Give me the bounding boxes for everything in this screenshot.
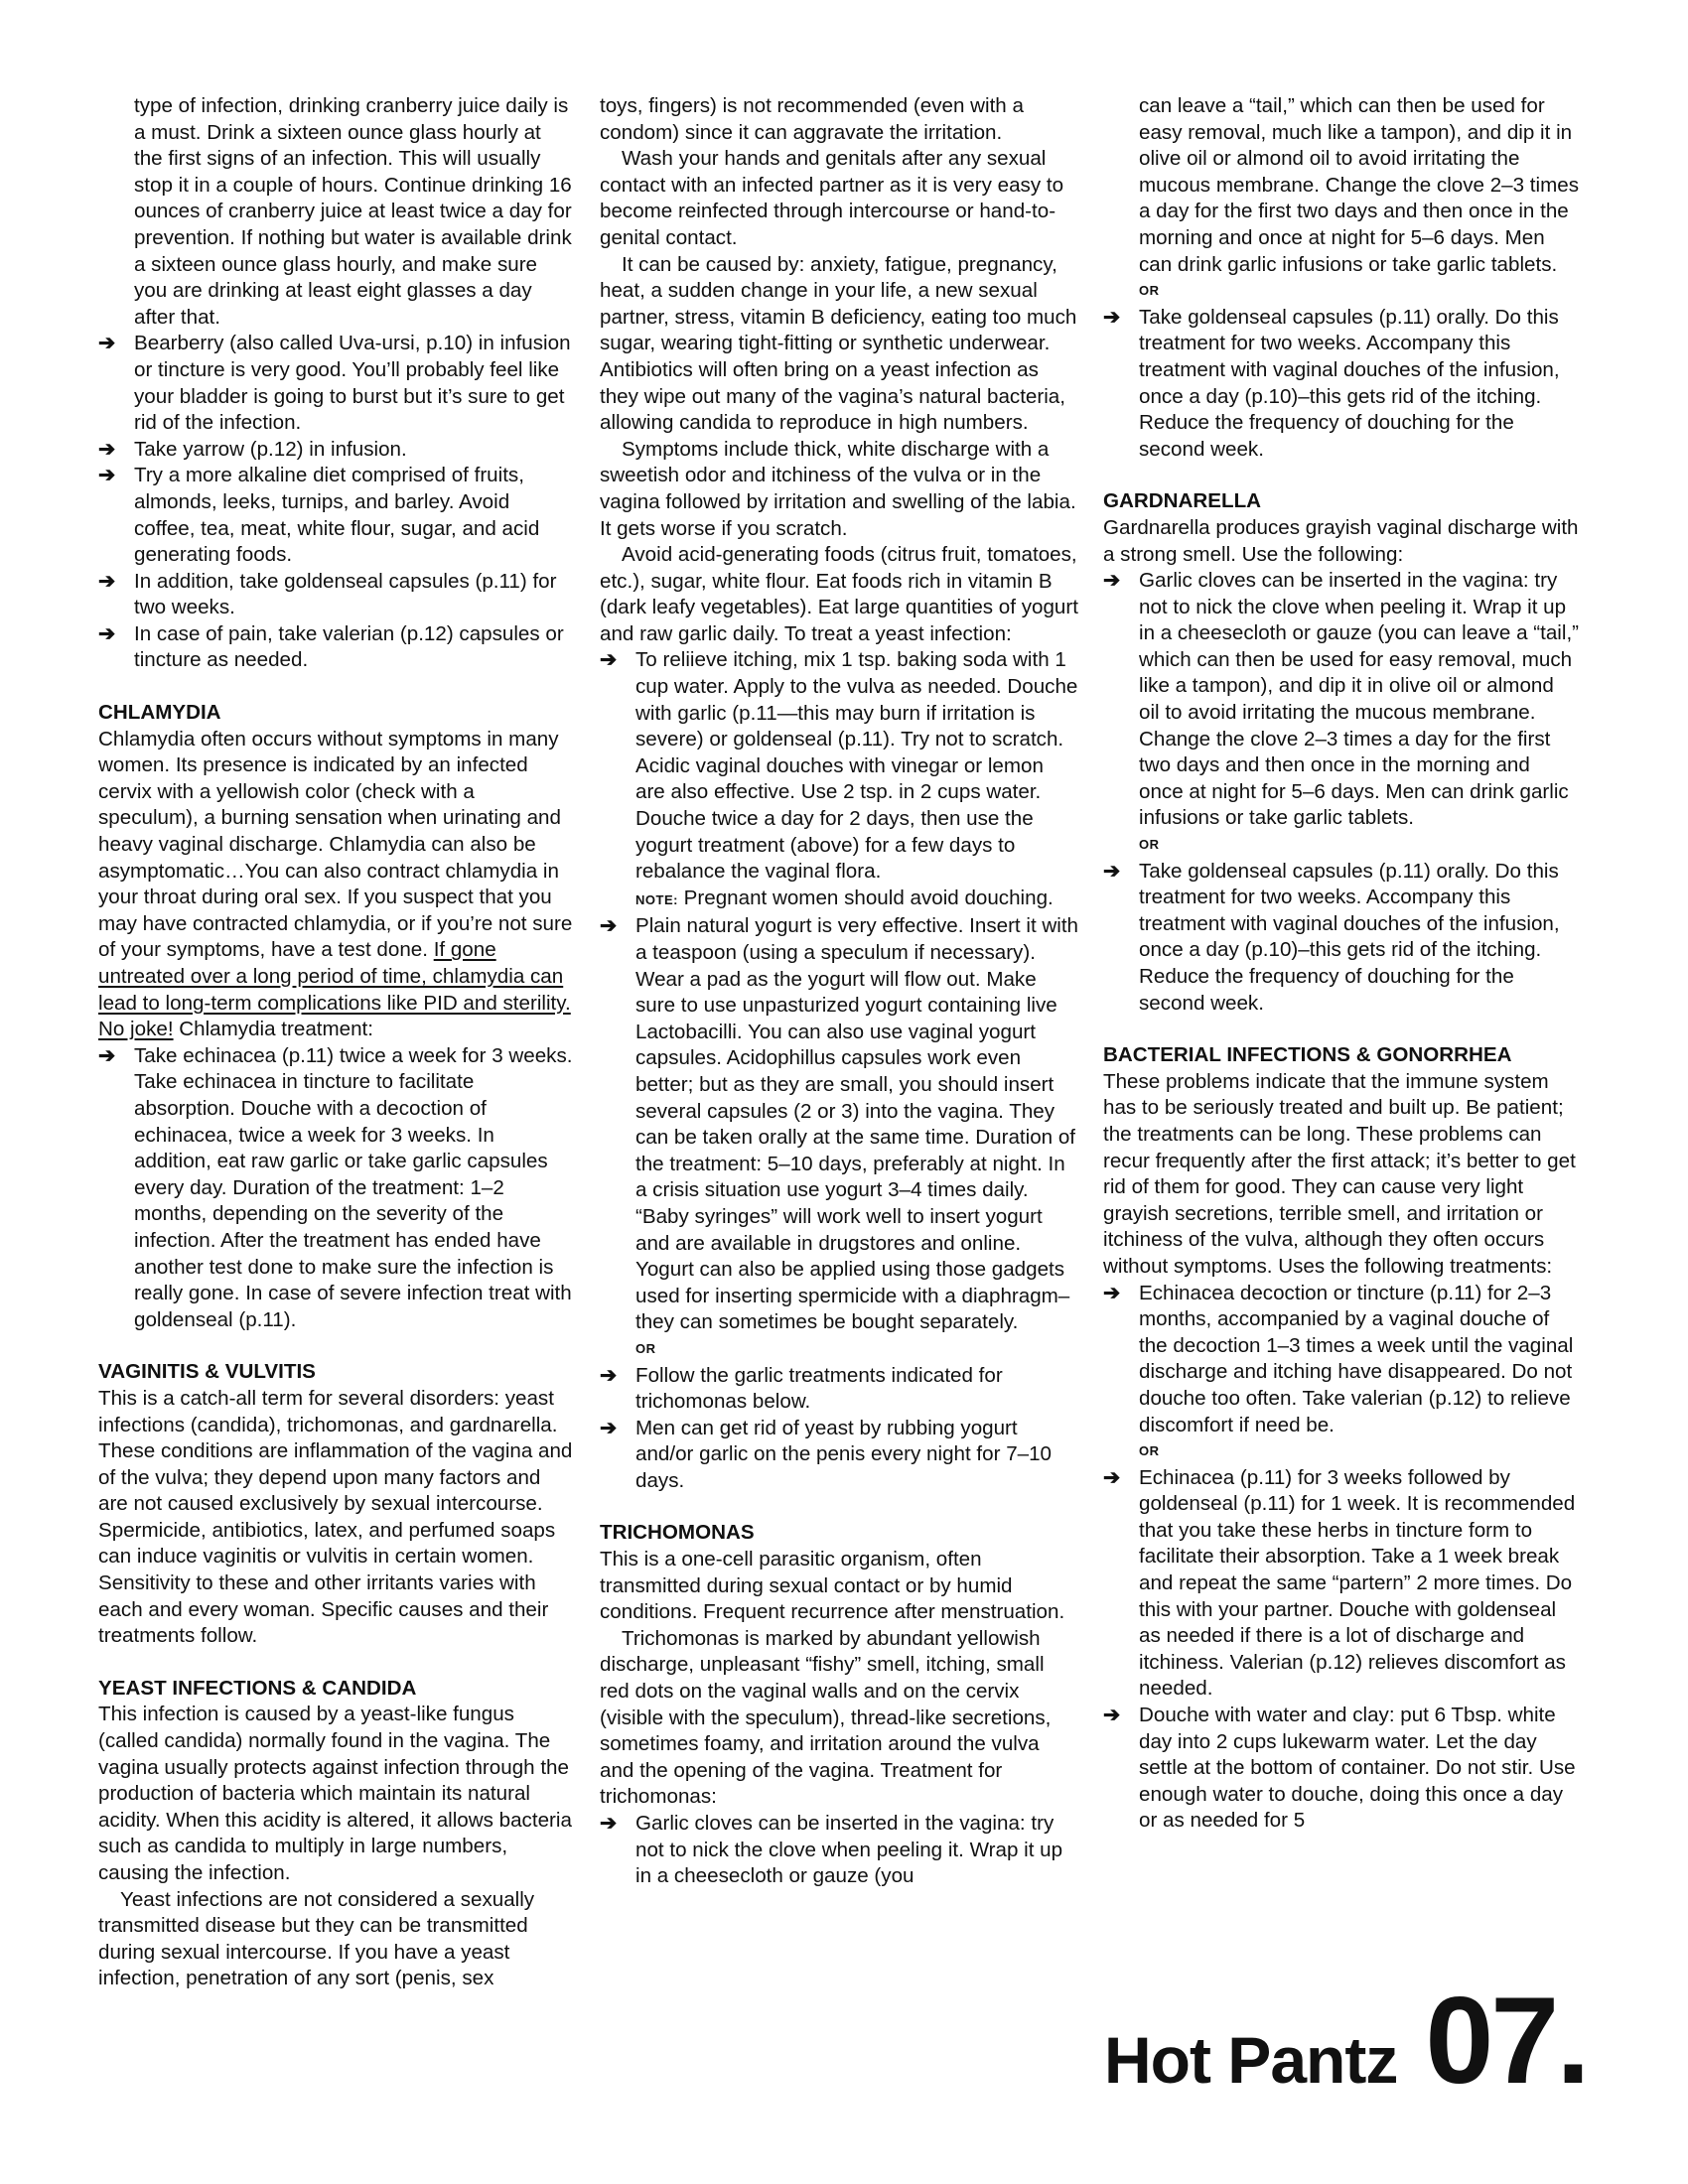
right-arrow-icon: ➔ <box>98 332 116 355</box>
paragraph: toys, fingers) is not recommended (even with a condom) since it can aggravate the irritation. <box>600 94 1024 144</box>
right-arrow-icon: ➔ <box>98 1043 116 1067</box>
paragraph: Symptoms include thick, white discharge with a sweetish odor and itchiness of the vulva or in the vagina followed by irritation and swelling of the labia. It gets worse if you scratch. <box>600 437 1076 540</box>
paragraph: This infection is caused by a yeast-like fungus (called candida) normally found in the vagina. The vagina usually protects against infection through the production of bacteria which maintain its natural acidity. When this acidity is altered, it allows bacteria such as candida to multiply in large numbers, causing the infection. <box>98 1703 572 1884</box>
right-arrow-icon: ➔ <box>1103 1465 1121 1489</box>
list-item-text: Take yarrow (p.12) in infusion. <box>134 437 407 461</box>
right-arrow-icon: ➔ <box>1103 859 1121 883</box>
paragraph: Gardnarella produces grayish vaginal discharge with a strong smell. Use the following: <box>1103 515 1579 566</box>
note-label: NOTE: <box>635 891 678 907</box>
column-2 <box>600 93 1078 1890</box>
right-arrow-icon: ➔ <box>600 1812 618 1835</box>
list-item <box>98 621 575 674</box>
list-item <box>600 647 1078 885</box>
or-separator: OR <box>1139 837 1160 853</box>
text-run: Chlamydia treatment: <box>173 1018 374 1041</box>
list-item-text: Garlic cloves can be inserted in the vagina: try not to nick the clove when peeling it. Wrap it up in a cheesecloth or gauze (you can leave a “tail,” which can then be used for easy removal, much like a tampon), and dip it in olive oil or almond oil to avoid irritating the mucous membrane. Change the clove 2–3 times a day for the first two days and then once in the morning and once at night for 5–6 days. Men can drink garlic infusions or take garlic tablets. <box>1139 569 1580 830</box>
paragraph: Yeast infections are not considered a sexually transmitted disease but they can be transmitted during sexual intercourse. If you have a yeast infection, penetration of any sort (penis, sex <box>98 1887 535 1990</box>
list-item <box>98 1043 575 1334</box>
section-heading: BACTERIAL INFECTIONS & GONORRHEA <box>1103 1043 1512 1067</box>
list-item-text: Try a more alkaline diet comprised of fruits, almonds, leeks, turnips, and barley. Avoid coffee, tea, meat, white flour, sugar, and acid generating foods. <box>134 464 540 567</box>
right-arrow-icon: ➔ <box>98 621 116 645</box>
paragraph: These problems indicate that the immune system has to be seriously treated and built up. Be patient; the treatments can be long. These problems can recur frequently after the first attack; it’s better to get rid of them for good. They can cause very light grayish secretions, terrible smell, and irritation or itchiness of the vulva, although they often occurs without symptoms. Uses the following treatments: <box>1103 1069 1576 1278</box>
section-heading: YEAST INFECTIONS & CANDIDA <box>98 1676 417 1700</box>
note-text: Pregnant women should avoid douching. <box>677 886 1054 909</box>
paragraph-continued: can leave a “tail,” which can then be used for easy removal, much like a tampon), and dip it in olive oil or almond oil to avoid irritating the mucous membrane. Change the clove 2–3 times a day for the first two days and then once in the morning and once at night for 5–6 days. Men can drink garlic infusions or take garlic tablets. <box>1139 94 1579 276</box>
section-heading: VAGINITIS & VULVITIS <box>98 1360 316 1384</box>
right-arrow-icon: ➔ <box>98 464 116 487</box>
list-item <box>1103 859 1580 1018</box>
paragraph: Trichomonas is marked by abundant yellowish discharge, unpleasant “fishy” smell, itching, small red dots on the vaginal walls and on the cervix (visible with the speculum), thread-like secretions, sometimes foamy, and irritation around the vulva and the opening of the vagina. Treatment for trichomonas: <box>600 1626 1052 1809</box>
list-item <box>1103 1703 1580 1835</box>
page-footer <box>1104 1971 1588 2112</box>
paragraph: This is a one-cell parasitic organism, often transmitted during sexual contact or by humid conditions. Frequent recurrence after menstruation. <box>600 1548 1065 1624</box>
list-item <box>1103 1281 1580 1439</box>
list-item-text: Take goldenseal capsules (p.11) orally. Do this treatment for two weeks. Accompany this treatment with vaginal douches of the infusion, once a day (p.10)–this gets rid of the itching. Reduce the frequency of douching for the second week. <box>1139 305 1560 461</box>
right-arrow-icon: ➔ <box>98 569 116 593</box>
list-item-text: Men can get rid of yeast by rubbing yogurt and/or garlic on the penis every night for 7–10 days. <box>635 1416 1053 1492</box>
list-item <box>1103 305 1580 464</box>
paragraph: Wash your hands and genitals after any sexual contact with an infected partner as it is very easy to become reinfected through intercourse or hand-to-genital contact. <box>600 147 1064 249</box>
or-separator: OR <box>1139 283 1160 299</box>
list-item-text: Follow the garlic treatments indicated for trichomonas below. <box>635 1363 1003 1414</box>
list-item <box>98 331 575 436</box>
right-arrow-icon: ➔ <box>600 1363 618 1387</box>
right-arrow-icon: ➔ <box>600 914 618 938</box>
list-item-text: Echinacea (p.11) for 3 weeks followed by goldenseal (p.11) for 1 week. It is recommended that you take these herbs in tincture form to facilitate their absorption. Take a 1 week break and repeat the same “partern” 2 more times. Do this with your partner. Douche with goldenseal as needed if there is a lot of discharge and itchiness. Valerian (p.12) relieves discomfort as needed. <box>1139 1465 1576 1701</box>
section-heading: TRICHOMONAS <box>600 1521 755 1545</box>
section-heading: GARDNARELLA <box>1103 489 1262 513</box>
or-separator: OR <box>635 1340 656 1356</box>
page-number: 07. <box>1425 1973 1588 2110</box>
right-arrow-icon: ➔ <box>1103 1281 1121 1304</box>
list-item-text: Take goldenseal capsules (p.11) orally. Do this treatment for two weeks. Accompany this treatment with vaginal douches of the infusion, once a day (p.10)–this gets rid of the itching. Reduce the frequency of douching for the second week. <box>1139 859 1560 1015</box>
list-item-text: In case of pain, take valerian (p.12) capsules or tincture as needed. <box>134 621 564 672</box>
list-item-text: In addition, take goldenseal capsules (p.11) for two weeks. <box>134 569 557 619</box>
list-item-text: Echinacea decoction or tincture (p.11) for 2–3 months, accompanied by a vaginal douche of the decoction 1–3 times a week until the vaginal discharge and itching have disappeared. Do not douche too often. Take valerian (p.12) to relieve discomfort if need be. <box>1139 1281 1574 1436</box>
note <box>600 886 1078 914</box>
list-item <box>1103 568 1580 832</box>
paragraph-continued: type of infection, drinking cranberry juice daily is a must. Drink a sixteen ounce glass hourly at the first signs of an infection. This will usually stop it in a couple of hours. Continue drinking 16 ounces of cranberry juice at least twice a day for prevention. If nothing but water is available drink a sixteen ounce glass hourly, and make sure you are drinking at least eight glasses a day after that. <box>134 94 572 329</box>
paragraph <box>98 727 575 1043</box>
list-item <box>600 1416 1078 1495</box>
publication-title: Hot Pantz <box>1104 2023 1398 2097</box>
right-arrow-icon: ➔ <box>1103 305 1121 329</box>
section-heading: CHLAMYDIA <box>98 701 221 725</box>
list-item-text: Plain natural yogurt is very effective. Insert it with a teaspoon (using a speculum if necessary). Wear a pad as the yogurt will flow out. Make sure to use unpasturized yogurt containing live Lactobacilli. You can also use vaginal yogurt capsules. Acidophillus capsules work even better; but as they are small, you should insert several capsules (2 or 3) into the vagina. They can be taken orally at the same time. Duration of the treatment: 5–10 days, preferably at night. In a crisis situation use yogurt 3–4 times daily. “Baby syringes” will work well to insert yogurt and are available in drugstores and online. Yogurt can also be applied using those gadgets used for inserting spermicide with a diaphragm–they can sometimes be bought separately. <box>635 914 1079 1334</box>
paragraph: It can be caused by: anxiety, fatigue, pregnancy, heat, a sudden change in your life, a new sexual partner, stress, vitamin B deficiency, eating too much sugar, wearing tight-fitting or synthetic underwear. Antibiotics will often bring on a yeast infection as they wipe out many of the vagina’s natural bacteria, allowing candida to reproduce in high numbers. <box>600 252 1077 435</box>
list-item <box>600 1363 1078 1416</box>
or-separator: OR <box>1139 1443 1160 1459</box>
right-arrow-icon: ➔ <box>600 1416 618 1439</box>
text-run: Chlamydia often occurs without symptoms in many women. Its presence is indicated by an infected cervix with a yellowish color (check with a speculum), a burning sensation when urinating and heavy vaginal discharge. Chlamydia can also be asymptomatic…You can also contract chlamydia in your throat during oral sex. If you suspect that you may have contracted chlamydia, or if you’re not sure of your symptoms, have a test done. <box>98 727 573 962</box>
right-arrow-icon: ➔ <box>98 437 116 461</box>
right-arrow-icon: ➔ <box>600 648 618 672</box>
list-item <box>98 463 575 568</box>
list-item-text: Douche with water and clay: put 6 Tbsp. white day into 2 cups lukewarm water. Let the day settle at the bottom of container. Do not stir. Use enough water to douche, doing this once a day or as needed for 5 <box>1139 1704 1576 1833</box>
list-item <box>98 569 575 621</box>
list-item <box>98 437 575 464</box>
list-item-text: To reliieve itching, mix 1 tsp. baking soda with 1 cup water. Apply to the vulva as needed. Douche with garlic (p.11—this may burn if irritation is severe) or goldenseal (p.11). Try not to scratch. Acidic vaginal douches with vinegar or lemon are also effective. Use 2 tsp. in 2 cups water. Douche twice a day for 2 days, then use the yogurt treatment (above) for a few days to rebalance the vaginal flora. <box>635 648 1078 884</box>
column-1 <box>98 93 575 1992</box>
list-item-text: Garlic cloves can be inserted in the vagina: try not to nick the clove when peeling it. Wrap it up in a cheesecloth or gauze (you <box>635 1812 1063 1888</box>
list-item-text: Bearberry (also called Uva-ursi, p.10) in infusion or tincture is very good. You’ll probably feel like your bladder is going to burst but it’s sure to get rid of the infection. <box>134 332 571 435</box>
right-arrow-icon: ➔ <box>1103 1704 1121 1727</box>
paragraph: This is a catch-all term for several disorders: yeast infections (candida), trichomonas, and gardnarella. These conditions are inflammation of the vagina and of the vulva; they depend upon many factors and are not caused exclusively by sexual intercourse. Spermicide, antibiotics, latex, and perfumed soaps can induce vaginitis or vulvitis in certain women. Sensitivity to these and other irritants varies with each and every woman. Specific causes and their treatments follow. <box>98 1386 573 1648</box>
right-arrow-icon: ➔ <box>1103 569 1121 593</box>
list-item-text: Take echinacea (p.11) twice a week for 3 weeks. Take echinacea in tincture to facilitate absorption. Douche with a decoction of echinacea, twice a week for 3 weeks. In addition, eat raw garlic or take garlic capsules every day. Duration of the treatment: 1–2 months, depending on the severity of the infection. After the treatment has ended have another test done to make sure the infection is really gone. In case of severe infection treat with goldenseal (p.11). <box>134 1043 573 1331</box>
list-item <box>1103 1465 1580 1703</box>
underlined-warning: If gone untreated over a long period of time, chlamydia can lead to long-term complications like PID and sterility. No joke! <box>98 938 571 1041</box>
list-item <box>600 913 1078 1336</box>
paragraph: Avoid acid-generating foods (citrus fruit, tomatoes, etc.), sugar, white flour. Eat foods rich in vitamin B (dark leafy vegetables). Eat large quantities of yogurt and raw garlic daily. To treat a yeast infection: <box>600 543 1078 645</box>
column-3 <box>1103 93 1580 1835</box>
list-item <box>600 1811 1078 1890</box>
